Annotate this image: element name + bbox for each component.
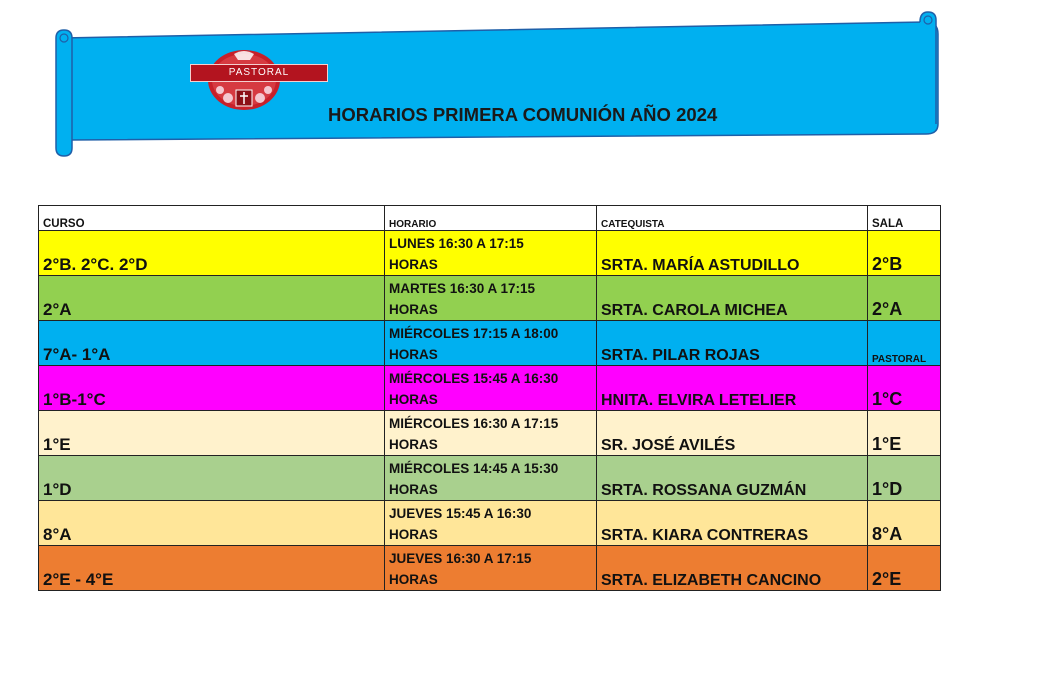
cell-horario xyxy=(385,231,597,276)
cell-catequista: SRTA. KIARA CONTRERAS xyxy=(597,501,868,546)
cell-curso: 1°D xyxy=(39,456,385,501)
horario-time: MIÉRCOLES 17:15 A 18:00 xyxy=(389,326,559,341)
cell-catequista: SRTA. PILAR ROJAS xyxy=(597,321,868,366)
horario-unit: HORAS xyxy=(389,527,438,542)
cell-sala: 2°E xyxy=(868,546,941,591)
cell-horario xyxy=(385,276,597,321)
cell-catequista: SRTA. ELIZABETH CANCINO xyxy=(597,546,868,591)
cell-horario xyxy=(385,321,597,366)
cell-sala: PASTORAL xyxy=(868,321,941,366)
horario-time: MARTES 16:30 A 17:15 xyxy=(389,281,536,296)
table-row xyxy=(39,546,941,591)
cell-horario xyxy=(385,546,597,591)
horario-unit: HORAS xyxy=(389,572,438,587)
schedule-table xyxy=(38,205,941,591)
cell-sala: 1°D xyxy=(868,456,941,501)
table-row xyxy=(39,366,941,411)
column-header-sala: SALA xyxy=(868,206,941,231)
cell-catequista: HNITA. ELVIRA LETELIER xyxy=(597,366,868,411)
table-row xyxy=(39,321,941,366)
column-header-horario: HORARIO xyxy=(385,206,597,231)
horario-time: JUEVES 16:30 A 17:15 xyxy=(389,551,532,566)
cell-sala: 1°E xyxy=(868,411,941,456)
horario-unit: HORAS xyxy=(389,482,438,497)
title-banner xyxy=(48,8,944,160)
cell-curso: 1°B-1°C xyxy=(39,366,385,411)
cell-sala: 2°B xyxy=(868,231,941,276)
page-title: HORARIOS PRIMERA COMUNIÓN AÑO 2024 xyxy=(328,104,718,125)
cell-sala: 8°A xyxy=(868,501,941,546)
horario-unit: HORAS xyxy=(389,392,438,407)
table-row xyxy=(39,231,941,276)
cell-curso: 2°A xyxy=(39,276,385,321)
logo-label: PASTORAL xyxy=(190,64,328,82)
column-header-catequista: CATEQUISTA xyxy=(597,206,868,231)
cell-horario xyxy=(385,456,597,501)
cell-catequista: SRTA. MARÍA ASTUDILLO xyxy=(597,231,868,276)
pastoral-logo xyxy=(190,46,326,112)
cell-horario xyxy=(385,411,597,456)
horario-time: LUNES 16:30 A 17:15 xyxy=(389,236,524,251)
cell-curso: 2°E - 4°E xyxy=(39,546,385,591)
horario-unit: HORAS xyxy=(389,347,438,362)
horario-time: JUEVES 15:45 A 16:30 xyxy=(389,506,532,521)
cell-sala: 1°C xyxy=(868,366,941,411)
horario-unit: HORAS xyxy=(389,257,438,272)
cell-curso: 7°A- 1°A xyxy=(39,321,385,366)
horario-time: MIÉRCOLES 16:30 A 17:15 xyxy=(389,416,559,431)
scroll-banner-shape xyxy=(48,8,944,160)
table-header-row xyxy=(39,206,941,231)
cell-curso: 1°E xyxy=(39,411,385,456)
cell-catequista: SRTA. ROSSANA GUZMÁN xyxy=(597,456,868,501)
cell-catequista: SRTA. CAROLA MICHEA xyxy=(597,276,868,321)
cell-horario xyxy=(385,366,597,411)
table-row xyxy=(39,276,941,321)
table-row xyxy=(39,411,941,456)
table-row xyxy=(39,456,941,501)
horario-time: MIÉRCOLES 14:45 A 15:30 xyxy=(389,461,559,476)
cell-sala: 2°A xyxy=(868,276,941,321)
horario-unit: HORAS xyxy=(389,302,438,317)
cell-curso: 2°B. 2°C. 2°D xyxy=(39,231,385,276)
table-row xyxy=(39,501,941,546)
horario-time: MIÉRCOLES 15:45 A 16:30 xyxy=(389,371,559,386)
horario-unit: HORAS xyxy=(389,437,438,452)
cell-curso: 8°A xyxy=(39,501,385,546)
cell-catequista: SR. JOSÉ AVILÉS xyxy=(597,411,868,456)
cell-horario xyxy=(385,501,597,546)
column-header-curso: CURSO xyxy=(39,206,385,231)
